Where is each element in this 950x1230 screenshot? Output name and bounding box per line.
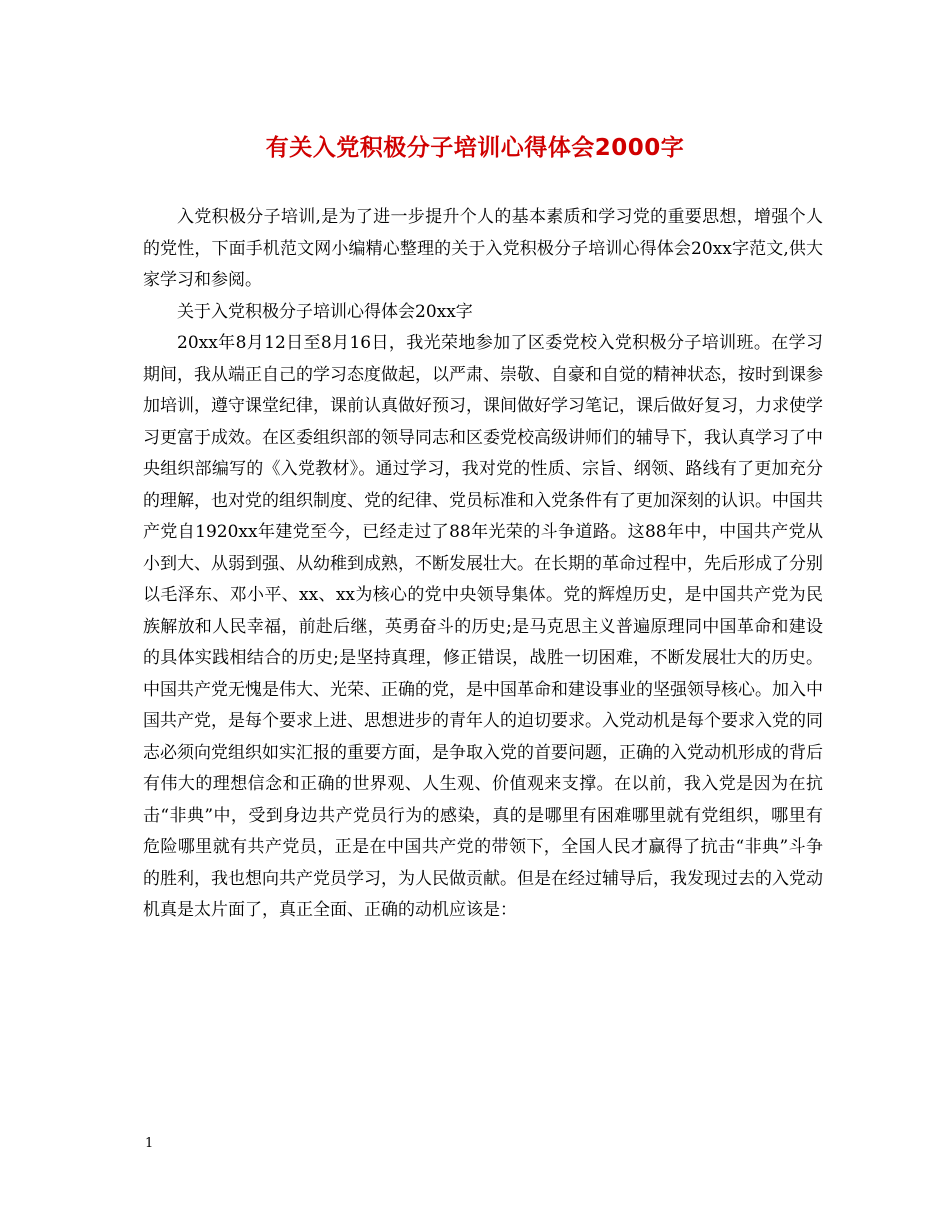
page-number: 1 (145, 1136, 154, 1151)
section-heading: 关于入党积极分子培训心得体会20xx字 (177, 301, 473, 322)
main-paragraph: 20xx年8月12日至8月16日，我光荣地参加了区委党校入党积极分子培训班。在学习期间，我从端正自己的学习态度做起，以严肃、崇敬、自豪和自觉的精神状态，按时到课参加培训，遵守课堂纪律，课前认真做好预习，课间做好学习笔记，课后做好复习，力求使学习更富于成效。在区委组织部的领导同志和区委党校高级讲师们的辅导下，我认真学习了中央组织部编写的《入党教材》。通过学习，我对党的性质、宗旨、纲领、路线有了更加充分的理解，也对党的组织制度、党的纪律、党员标准和入党条件有了更加深刻的认识。中国共产党自1920xx年建党至今，已经走过了88年光荣的斗争道路。这88年中，中国共产党从小到大、从弱到强、从幼稚到成熟，不断发展壮大。在长期的革命过程中，先后形成了分别以毛泽东、邓小平、xx、xx为核心的党中央领导集体。党的辉煌历史，是中国共产党为民族解放和人民幸福，前赴后继，英勇奋斗的历史;是马克思主义普遍原理同中国革命和建设的具体实践相结合的历史;是坚持真理，修正错误，战胜一切困难，不断发展壮大的历史。中国共产党无愧是伟大、光荣、正确的党，是中国革命和建设事业的坚强领导核心。加入中国共产党，是每个要求上进、思想进步的青年人的迫切要求。入党动机是每个要求入党的同志必须向党组织如实汇报的重要方面，是争取入党的首要问题，正确的入党动机形成的背后有伟大的理想信念和正确的世界观、人生观、价值观来支撑。在以前，我入党是因为在抗击“非典”中，受到身边共产党员行为的感染，真的是哪里有困难哪里就有党组织，哪里有危险哪里就有共产党员，正是在中国共产党的带领下，全国人民才赢得了抗击“非典”斗争的胜利，我也想向共产党员学习，为人民做贡献。但是在经过辅导后，我发现过去的入党动机真是太片面了，真正全面、正确的动机应该是： (143, 333, 823, 920)
document-body (143, 202, 823, 927)
document-title: 有关入党积极分子培训心得体会2000字 (265, 135, 685, 161)
intro-paragraph: 入党积极分子培训,是为了进一步提升个人的基本素质和学习党的重要思想，增强个人的党性，下面手机范文网小编精心整理的关于入党积极分子培训心得体会20xx字范文,供大家学习和参阅。 (143, 207, 823, 290)
